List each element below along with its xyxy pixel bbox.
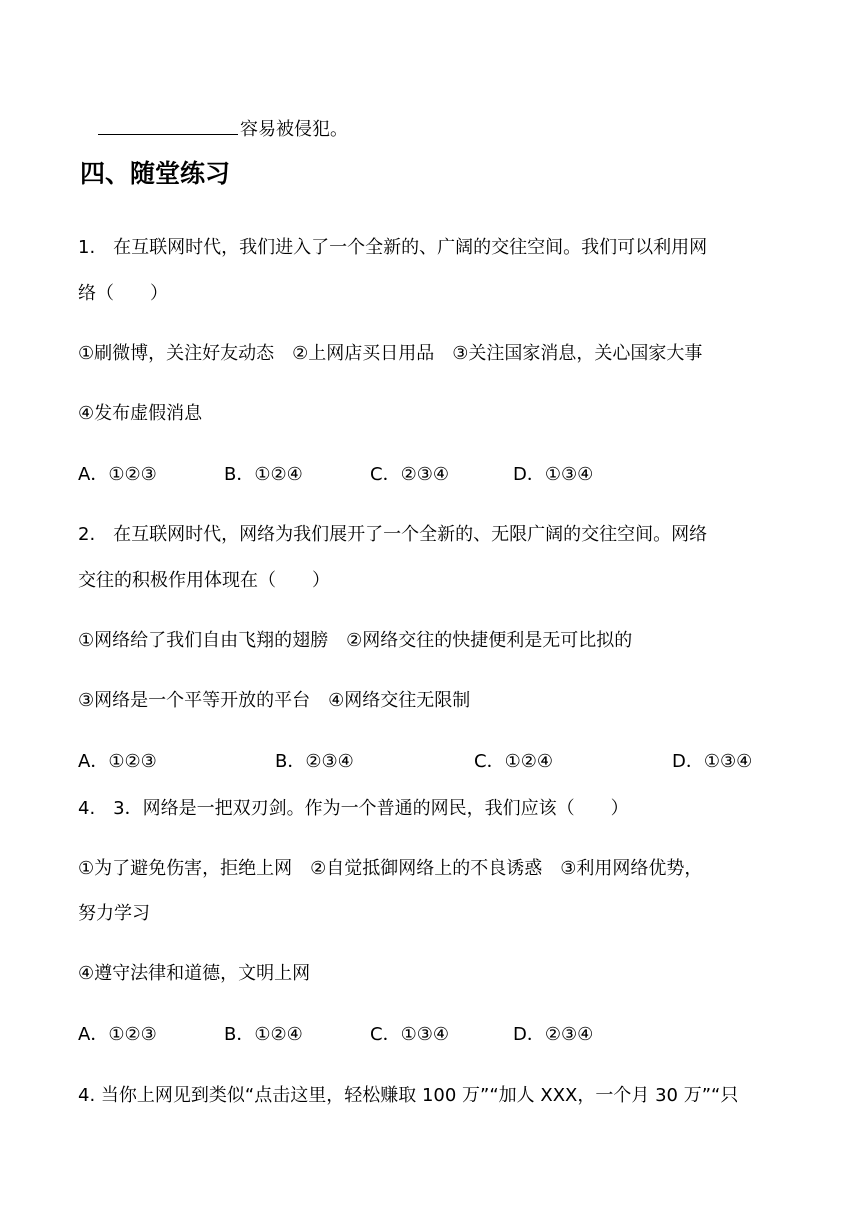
q2-choices-line2: ③网络是一个平等开放的平台 ④网络交往无限制 — [78, 690, 471, 711]
q3-option-d: D．②③④ — [513, 1024, 594, 1045]
q3-option-b: B．①②④ — [224, 1024, 303, 1045]
q4-stem-line1: 4. 当你上网见到类似“点击这里，轻松赚取 100 万”“加人 XXX，一个月 30 万”“只 — [78, 1085, 739, 1106]
q3-option-c: C．①③④ — [370, 1024, 449, 1045]
q1-option-b: B．①②④ — [224, 464, 303, 485]
q3-option-a: A．①②③ — [78, 1024, 157, 1045]
q1-choices-line1: ①刷微博，关注好友动态 ②上网店买日用品 ③关注国家消息，关心国家大事 — [78, 343, 703, 364]
q1-option-a: A．①②③ — [78, 464, 157, 485]
section-title: 四、随堂练习 — [80, 159, 231, 188]
q2-option-d: D．①③④ — [672, 751, 753, 772]
q3-choices-line3: ④遵守法律和道德，文明上网 — [78, 963, 311, 984]
fill-in-line — [98, 116, 348, 142]
q2-option-c: C．①②④ — [474, 751, 553, 772]
answer-blank — [98, 116, 238, 135]
q2-stem-line1: 2. 在互联网时代，网络为我们展开了一个全新的、无限广阔的交往空间。网络 — [78, 524, 708, 545]
q2-stem-line2: 交往的积极作用体现在（ ） — [78, 570, 330, 591]
q3-choices-line2: 努力学习 — [78, 903, 150, 924]
q2-choices-line1: ①网络给了我们自由飞翔的翅膀 ②网络交往的快捷便利是无可比拟的 — [78, 630, 633, 651]
q2-option-b: B．②③④ — [275, 751, 354, 772]
q1-stem-line1: 1. 在互联网时代，我们进入了一个全新的、广阔的交往空间。我们可以利用网 — [78, 237, 708, 258]
q1-option-c: C．②③④ — [370, 464, 449, 485]
q1-option-d: D．①③④ — [513, 464, 594, 485]
q2-option-a: A．①②③ — [78, 751, 157, 772]
q1-choices-line2: ④发布虚假消息 — [78, 403, 203, 424]
q3-stem-line1: 4. 3．网络是一把双刃剑。作为一个普通的网民，我们应该（ ） — [78, 798, 629, 819]
q1-stem-line2: 络（ ） — [78, 283, 168, 304]
fill-in-text: 容易被侵犯。 — [240, 119, 348, 140]
q3-choices-line1: ①为了避免伤害，拒绝上网 ②自觉抵御网络上的不良诱惑 ③利用网络优势， — [78, 858, 703, 879]
